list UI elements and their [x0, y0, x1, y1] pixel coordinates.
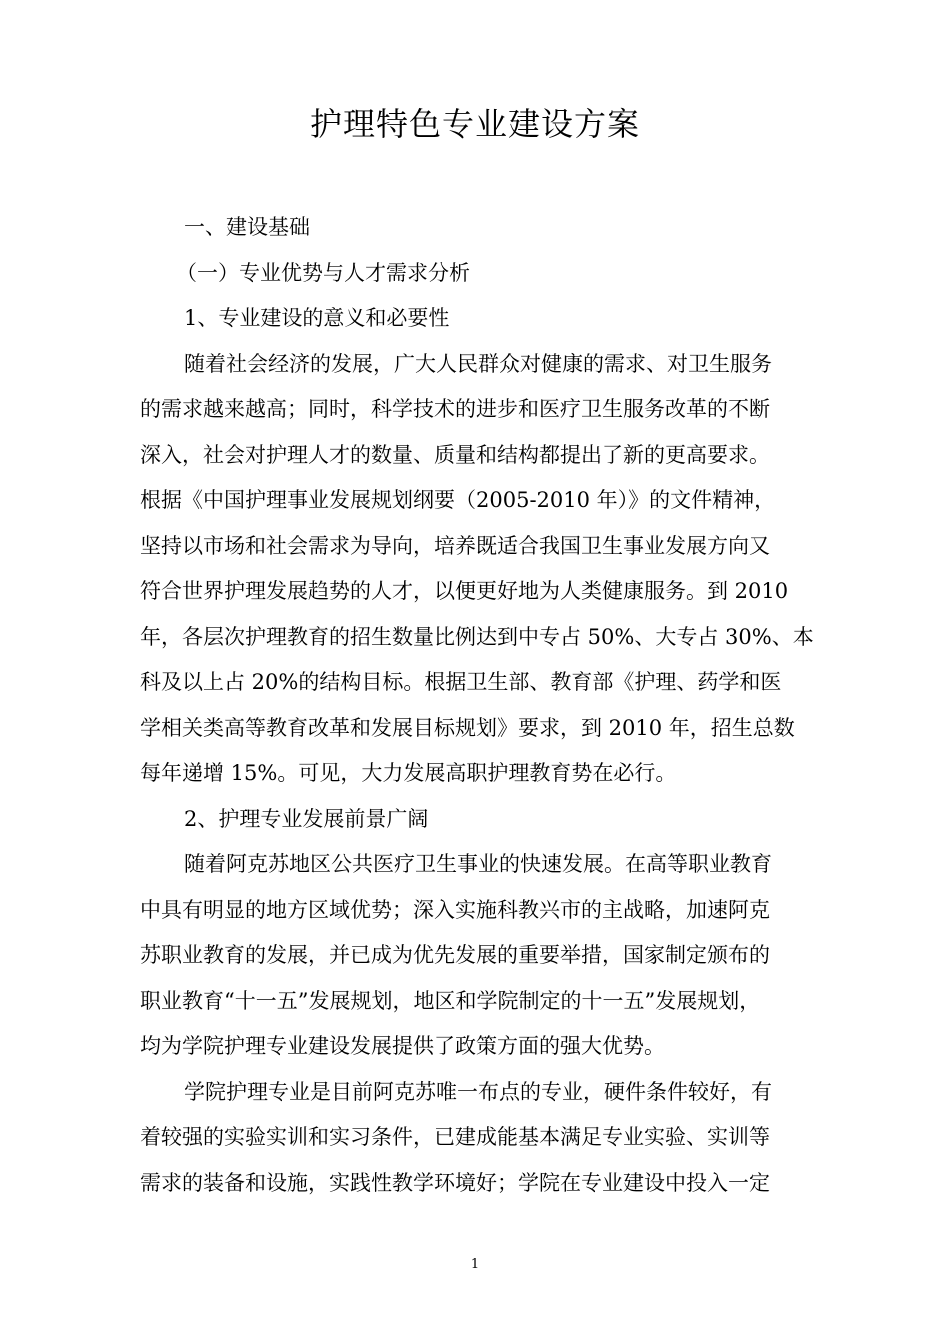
- paragraph-line: 需求的装备和设施，实践性教学环境好；学院在专业建设中投入一定: [140, 1171, 770, 1195]
- section-heading: 一、建设基础: [184, 215, 310, 239]
- subsection-heading: （一）专业优势与人才需求分析: [176, 261, 470, 285]
- paragraph-line: 随着社会经济的发展，广大人民群众对健康的需求、对卫生服务: [184, 352, 772, 376]
- paragraph-line: 职业教育“十一五”发展规划，地区和学院制定的十一五”发展规划，: [140, 989, 761, 1013]
- paragraph-line: 学院护理专业是目前阿克苏唯一布点的专业，硬件条件较好，有: [184, 1080, 772, 1104]
- page-number: 1: [470, 1257, 480, 1272]
- paragraph-line: 每年递增 15%。可见，大力发展高职护理教育势在必行。: [140, 761, 677, 785]
- paragraph-line: 中具有明显的地方区域优势；深入实施科教兴市的主战略，加速阿克: [140, 898, 770, 922]
- paragraph-line: 的需求越来越高；同时，科学技术的进步和医疗卫生服务改革的不断: [140, 397, 770, 421]
- paragraph-line: 根据《中国护理事业发展规划纲要（2005-2010 年）》的文件精神，: [140, 488, 776, 512]
- paragraph-line: 苏职业教育的发展，并已成为优先发展的重要举措，国家制定颁布的: [140, 943, 770, 967]
- paragraph-line: 科及以上占 20%的结构目标。根据卫生部、教育部《护理、药学和医: [140, 670, 782, 694]
- paragraph-line: 均为学院护理专业建设发展提供了政策方面的强大优势。: [140, 1034, 665, 1058]
- paragraph-line: 着较强的实验实训和实习条件，已建成能基本满足专业实验、实训等: [140, 1125, 770, 1149]
- paragraph-line: 符合世界护理发展趋势的人才，以便更好地为人类健康服务。到 2010: [140, 579, 789, 603]
- paragraph-line: 深入，社会对护理人才的数量、质量和结构都提出了新的更高要求。: [140, 443, 770, 467]
- paragraph-line: 随着阿克苏地区公共医疗卫生事业的快速发展。在高等职业教育: [184, 852, 772, 876]
- item-heading: 1、专业建设的意义和必要性: [184, 306, 450, 330]
- paragraph-line: 年，各层次护理教育的招生数量比例达到中专占 50%、大专占 30%、本: [140, 625, 814, 649]
- item-heading: 2、护理专业发展前景广阔: [184, 807, 429, 831]
- page-title: 护理特色专业建设方案: [309, 105, 640, 143]
- paragraph-line: 坚持以市场和社会需求为导向，培养既适合我国卫生事业发展方向又: [140, 534, 770, 558]
- paragraph-line: 学相关类高等教育改革和发展目标规划》要求，到 2010 年，招生总数: [140, 716, 795, 740]
